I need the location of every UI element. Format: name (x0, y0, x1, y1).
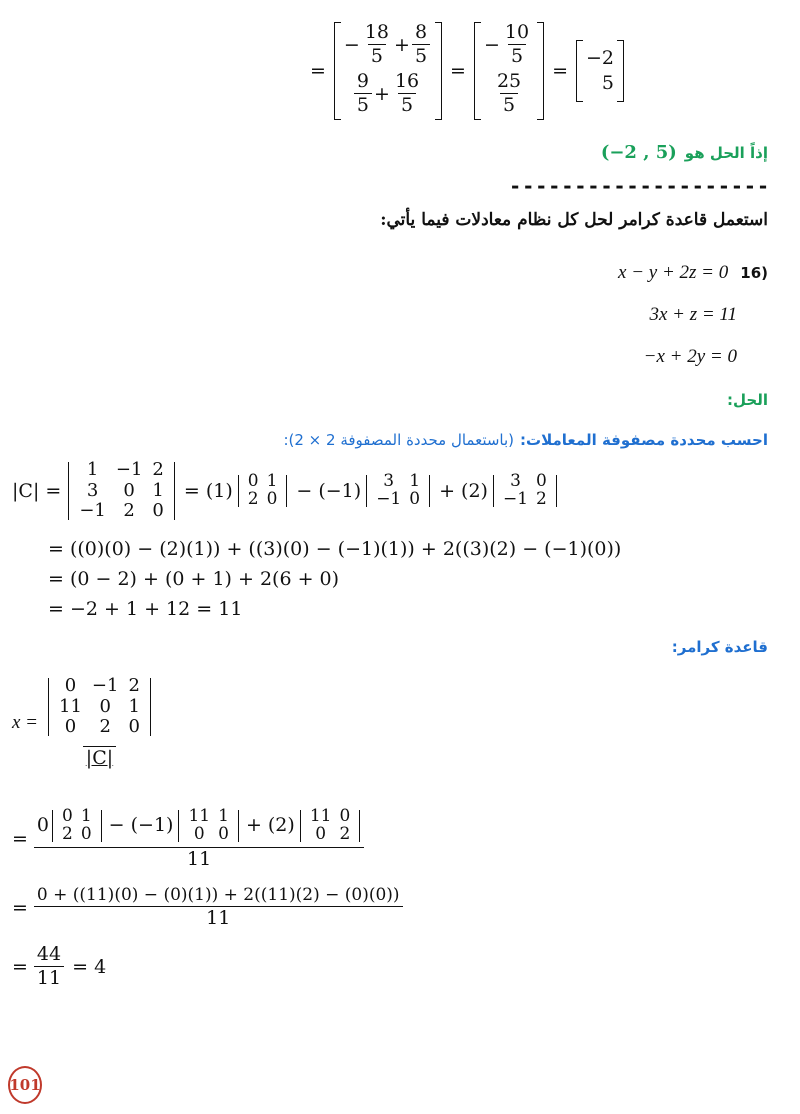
problem-number: 16) (740, 264, 768, 282)
equals-sign: = (310, 60, 326, 82)
page-number-badge (8, 1066, 42, 1104)
solution-label: إذاً الحل هو (684, 143, 768, 162)
cramer-heading: قاعدة كرامر: (671, 638, 768, 656)
cramer-step-1: = 0 0 1 2 0 − (−1) 11 1 0 0 + (2) 11 0 0 2 11 (12, 808, 366, 870)
section-divider: -------------------- (509, 174, 770, 198)
cramer-step-3: = $\frac{44}{11}$ = 4 (12, 943, 107, 989)
determinant-step-4: = −2 + 1 + 12 = 11 (48, 598, 243, 620)
problem-eq3: −x + 2y = 0 (643, 346, 737, 367)
minor-3: 3 0 −1 2 (502, 471, 547, 510)
cramer-step-2: = $\frac{0 + ((11)(0) - (0)(1)) + 2((11)(2) - (0)(0))}{11}$ (12, 886, 405, 929)
solution-statement (601, 142, 768, 163)
coefficient-matrix: 1 −1 2 3 0 1 −1 2 0 (79, 459, 164, 522)
result-matrix-sum: − $\frac{18}{5}$ + $\frac{8}{5}$ $\frac{9}{5}$ + $\frac{16}{5}$ (334, 22, 442, 120)
problem-eq1: x − y + 2z = 0 16) (618, 262, 768, 283)
x-fraction: x = 0 −1 2 11 0 1 0 2 0 |C| (12, 676, 157, 770)
minor-2: 3 1 −1 0 (376, 471, 421, 510)
result-vector: −2 5 (576, 40, 624, 102)
x-minor-2: 11 1 0 0 (188, 806, 229, 844)
determinant-expansion: |C| = 1 −1 2 3 0 1 −1 2 0 = (1) 0 1 2 0 − (−1) 3 1 −1 0 + (2) 3 0 −1 2 (12, 460, 558, 522)
top-result: = − $\frac{18}{5}$ + $\frac{8}{5}$ $\frac{9}{5}$ + $\frac{16}{5}$ = − $\frac{10}{5}$ $\frac{25}{5}$ = −2 5 (310, 22, 624, 120)
x-minor-1: 0 1 2 0 (62, 806, 92, 844)
solution-heading: الحل: (727, 391, 768, 409)
result-matrix-simplified: − $\frac{10}{5}$ $\frac{25}{5}$ (474, 22, 544, 120)
x-minor-3: 11 0 0 2 (309, 806, 351, 844)
determinant-step-3: = (0 − 2) + (0 + 1) + 2(6 + 0) (48, 568, 340, 590)
exercise-instruction: استعمل قاعدة كرامر لحل كل نظام معادلات فيما يأتي: (380, 210, 768, 230)
x-numerator-matrix: 0 −1 2 11 0 1 0 2 0 (59, 675, 140, 738)
page-number: 101 (9, 1076, 41, 1094)
determinant-step-2: = ((0)(0) − (2)(1)) + ((3)(0) − (−1)(1)) + 2((3)(2) − (−1)(0)) (48, 538, 622, 560)
solution-value: (−2 , 5) (600, 142, 677, 163)
determinant-heading: احسب محددة مصفوفة المعاملات: (باستعمال محددة المصفوفة 2 × 2): (283, 431, 768, 449)
problem-eq2: 3x + z = 11 (649, 304, 737, 325)
minor-1: 0 1 2 0 (247, 471, 278, 510)
